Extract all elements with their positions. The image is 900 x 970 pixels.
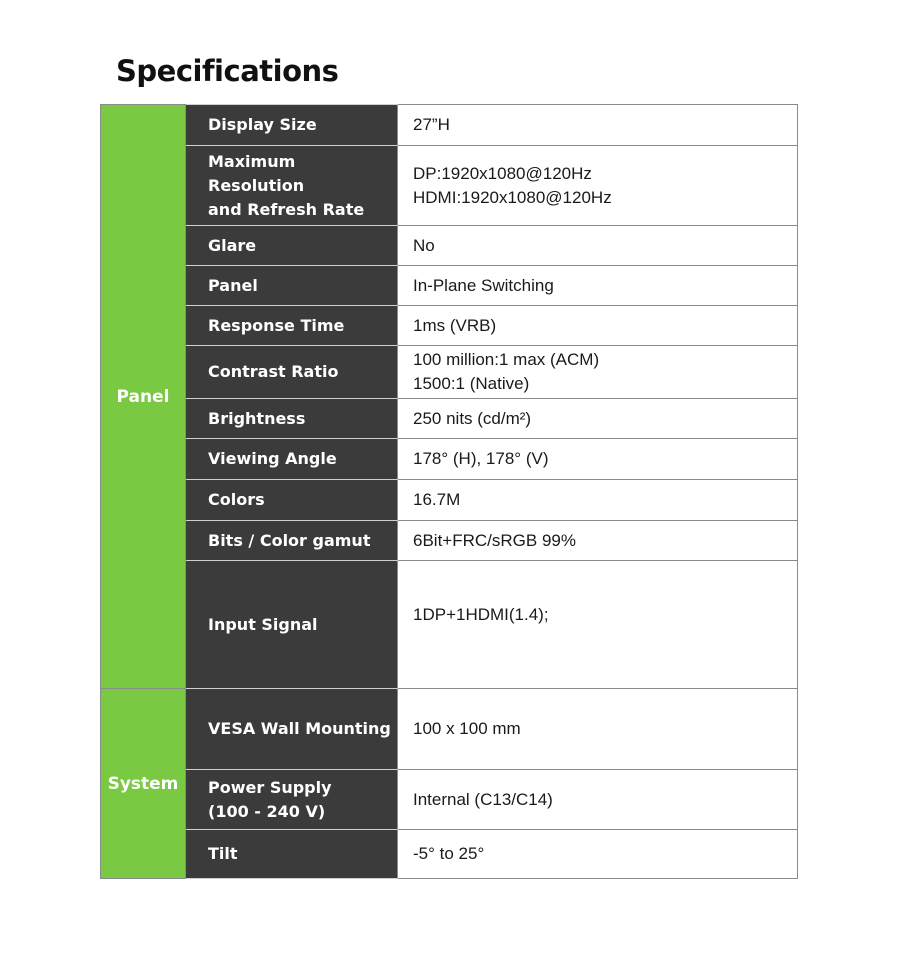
table-row	[101, 439, 798, 480]
spec-label: Maximum Resolution and Refresh Rate	[186, 146, 398, 226]
spec-label: Colors	[186, 480, 398, 521]
spec-value: 1ms (VRB)	[398, 306, 798, 346]
table-row	[101, 770, 798, 830]
spec-label: Input Signal	[186, 561, 398, 689]
spec-label: Viewing Angle	[186, 439, 398, 480]
table-row	[101, 521, 798, 561]
spec-label: Display Size	[186, 105, 398, 146]
table-row	[101, 306, 798, 346]
spec-value: -5° to 25°	[398, 830, 798, 879]
table-row	[101, 346, 798, 399]
spec-value: 16.7M	[398, 480, 798, 521]
spec-value: 1DP+1HDMI(1.4);	[398, 561, 798, 689]
spec-value: 100 million:1 max (ACM) 1500:1 (Native)	[398, 346, 798, 399]
spec-value: 250 nits (cd/m²)	[398, 399, 798, 439]
page-title: Specifications	[116, 54, 339, 88]
spec-value: 27”H	[398, 105, 798, 146]
spec-value: 100 x 100 mm	[398, 689, 798, 770]
table-row	[101, 561, 798, 689]
spec-value: DP:1920x1080@120Hz HDMI:1920x1080@120Hz	[398, 146, 798, 226]
spec-label: Bits / Color gamut	[186, 521, 398, 561]
spec-label: Panel	[186, 266, 398, 306]
spec-label: Glare	[186, 226, 398, 266]
category-panel: Panel	[101, 105, 186, 689]
table-row	[101, 226, 798, 266]
category-system: System	[101, 689, 186, 879]
spec-label: Response Time	[186, 306, 398, 346]
table-row	[101, 266, 798, 306]
spec-value: Internal (C13/C14)	[398, 770, 798, 830]
spec-value: In-Plane Switching	[398, 266, 798, 306]
spec-value: 6Bit+FRC/sRGB 99%	[398, 521, 798, 561]
table-row	[101, 105, 798, 146]
spec-label: Power Supply (100 - 240 V)	[186, 770, 398, 830]
table-row	[101, 480, 798, 521]
table-row	[101, 399, 798, 439]
table-row	[101, 689, 798, 770]
spec-label: Tilt	[186, 830, 398, 879]
table-row	[101, 146, 798, 226]
spec-value: 178° (H), 178° (V)	[398, 439, 798, 480]
spec-label: Brightness	[186, 399, 398, 439]
spec-label: Contrast Ratio	[186, 346, 398, 399]
table-row	[101, 830, 798, 879]
spec-label: VESA Wall Mounting	[186, 689, 398, 770]
spec-value: No	[398, 226, 798, 266]
specifications-table	[100, 104, 798, 879]
